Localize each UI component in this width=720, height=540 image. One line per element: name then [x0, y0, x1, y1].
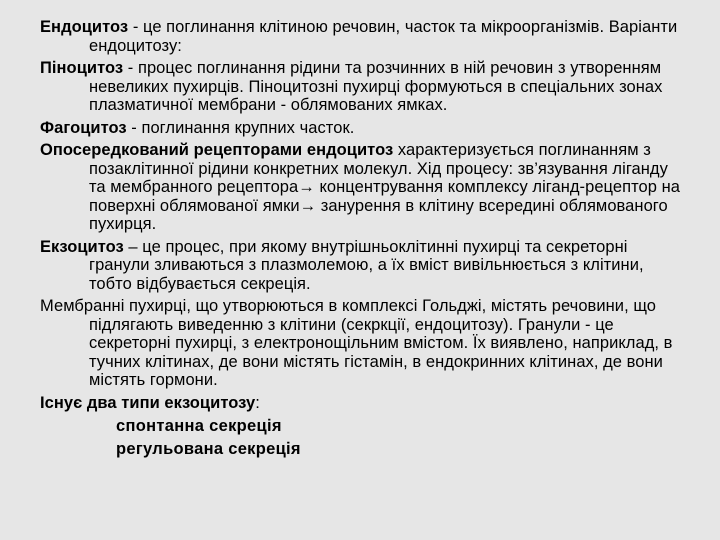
paragraph-membrane-vesicles	[40, 297, 680, 390]
paragraph-endocytosis	[40, 18, 680, 55]
term-exocytosis: Екзоцитоз	[40, 237, 124, 256]
term-exocytosis-types: Існує два типи екзоцитозу	[40, 393, 256, 412]
paragraph-phagocytosis	[40, 119, 680, 138]
colon-exocytosis-types: :	[255, 393, 260, 412]
definition-exocytosis: – це процес, при якому внутрішньоклітинні пухирці та секреторні гранули зливаються з плазмолемою, а їх вміст вивільнюється з клітини, тобто відбувається секреція.	[89, 237, 644, 293]
paragraph-receptor-endocytosis	[40, 141, 680, 234]
definition-endocytosis: - це поглинання клітиною речовин, часток та мікроорганізмів. Варіанти ендоцитозу:	[89, 18, 678, 55]
paragraph-exocytosis-types	[40, 394, 680, 413]
paragraph-exocytosis	[40, 238, 680, 294]
text-membrane-vesicles: Мембранні пухирці, що утворюються в комплексі Гольджі, містять речовини, що підлягають виведенню з клітини (секркції, ендоцитозу). Гранули - це секреторні пухирці, з електронощільним вмістом. Їх виявлено, наприклад, в тучних клітинах, де вони містять гістамін, в ендокринних клітинах, де вони містять гормони.	[40, 297, 673, 389]
term-phagocytosis: Фагоцитоз	[40, 118, 127, 137]
definition-pinocytosis: - процес поглинання рідини та розчинних в ній речовин з утворенням невеликих пухирців. Піноцитозні пухирці формуються в спеціальних зонах плазматичної мембрани - облямованих ямках.	[89, 59, 663, 114]
term-pinocytosis: Піноцитоз	[40, 59, 124, 77]
subitem-spontaneous-secretion: спонтанна секреція	[116, 417, 282, 435]
term-receptor-endocytosis: Опосередкований рецепторами ендоцитоз	[40, 141, 394, 159]
definition-receptor-endocytosis: характеризується поглинанням з позаклітинної рідини конкретних молекул. Хід процесу: зв’язування ліганду та мембранного рецептора→ концентрування комплексу ліганд-рецептор на поверхні облямованої ямки→ занурення в клітину всередині облямованого пухирця.	[89, 141, 680, 233]
definition-phagocytosis: - поглинання крупних часток.	[126, 118, 355, 137]
paragraph-pinocytosis	[40, 59, 680, 115]
term-endocytosis: Ендоцитоз	[40, 18, 129, 36]
subitem-regulated-secretion: регульована секреція	[116, 440, 301, 458]
